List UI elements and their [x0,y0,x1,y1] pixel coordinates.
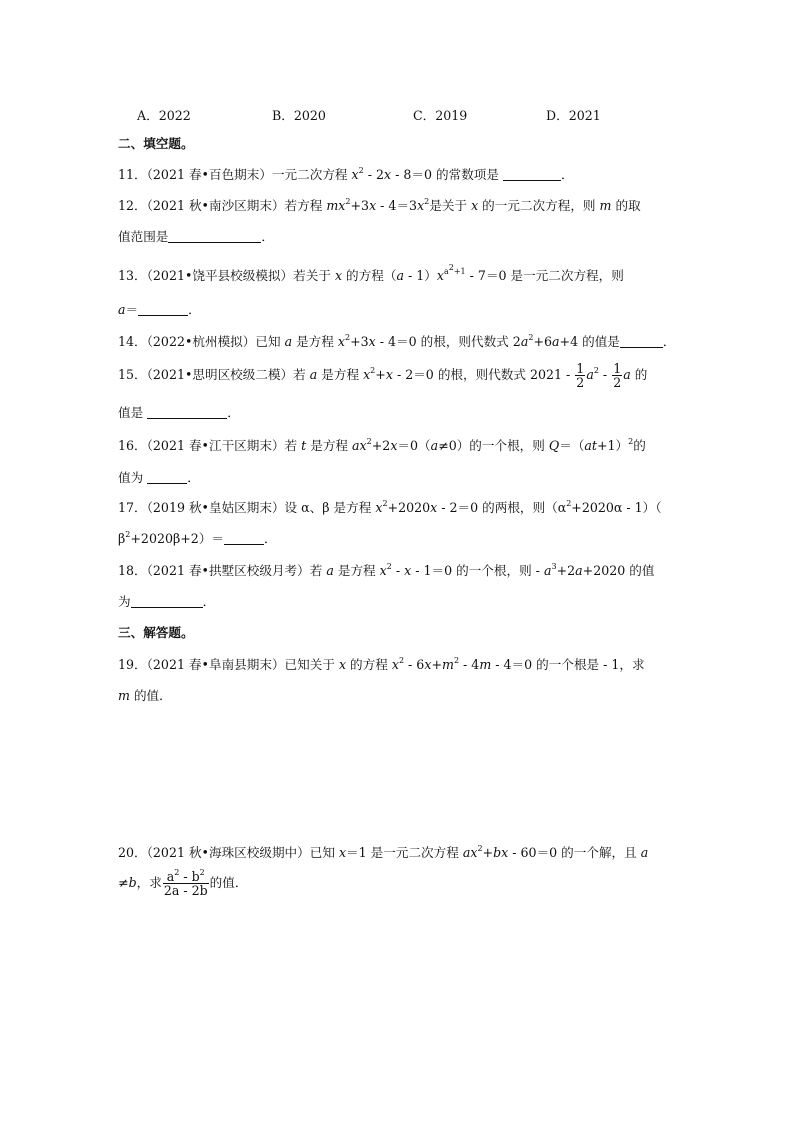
question-12-line2: 值范围是 ． [118,229,274,244]
question-11: 11．（2021 春•百色期末）一元二次方程 $x^2 - 2x - 8=0$ 的常数项是 ． [118,166,574,182]
answer-blank [131,595,203,608]
question-15-line2: 值是 ． [118,405,240,420]
section-title-solution: 三、解答题。 [118,625,194,640]
question-12: 12．（2021 秋•南沙区期末）若方程 $mx^2+3x - 4=3x^2$是关于 x 的一元二次方程，则 m 的取 [118,197,641,213]
question-17-line2: $\beta^2+2020\beta+2)=$ ． [118,530,277,546]
answer-blank [503,168,561,181]
fraction-one-half: $\frac{1}{2}$ [576,361,585,390]
question-16-line2: 值为 ． [118,470,200,485]
option-c: C．2019 [413,108,468,123]
answer-blank [168,230,261,243]
question-17: 17．（2019 秋•皇姑区期末）设 α、β 是方程 $x^2+2020x - 2=0$ 的两根，则$(\alpha^2+2020\alpha - 1)$（ [118,499,662,515]
question-20: 20．（2021 秋•海珠区校级期中）已知 x＝1 是一元二次方程 $ax^2+bx - 60=0$ 的一个解，且 a [118,844,649,860]
question-13: 13．（2021•饶平县校级模拟）若关于 x 的方程$(a - 1)x^{a^2+1} - 7=0$ 是一元二次方程，则 [118,263,624,283]
option-a: A．2022 [137,108,191,123]
question-18-line2: 为 ． [118,594,216,609]
question-15: 15．（2021•思明区校级二模）若 a 是方程 $x^2+x - 2=0$ 的根，则代数式 2021 - $\frac{1}{2}$ $a^2$ - $\frac{1}{2}$ a 的 [118,361,648,390]
question-16: 16．（2021 春•江干区期末）若 t 是方程 $ax^2+2x=0(a\ne 0)$的一个根，则 $Q=(at+1)^2$的 [118,437,646,453]
fraction-one-half: $\frac{1}{2}$ [613,361,622,390]
option-d: D．2021 [546,108,601,123]
question-20-line2: ≠b，求 $\frac{a^2 - b^2}{2a - 2b}$ 的值． [118,868,248,898]
question-19-line2: m 的值． [118,688,172,703]
question-18: 18．（2021 春•拱墅区校级月考）若 a 是方程 $x^2 - x - 1=0$ 的一个根，则 - $a^3+2a+2020$ 的值 [118,562,655,578]
option-b: B．2020 [272,108,326,123]
answer-blank [147,406,227,419]
answer-blank [224,532,264,545]
question-14: 14．（2022•杭州模拟）已知 a 是方程 $x^2+3x - 4=0$ 的根，则代数式 $2a^2+6a+4$ 的值是 ． [118,333,676,349]
fraction-expression: $\frac{a^2 - b^2}{2a - 2b}$ [163,868,208,898]
answer-blank [147,471,187,484]
question-19: 19．（2021 春•阜南县期末）已知关于 x 的方程 $x^2 - 6x+m^2 - 4m - 4=0$ 的一个根是 - 1，求 [118,656,645,672]
answer-blank [620,335,663,348]
question-13-line2: a＝ ． [118,302,201,317]
section-title-fill-blank: 二、填空题。 [118,136,194,151]
answer-blank [138,303,188,316]
